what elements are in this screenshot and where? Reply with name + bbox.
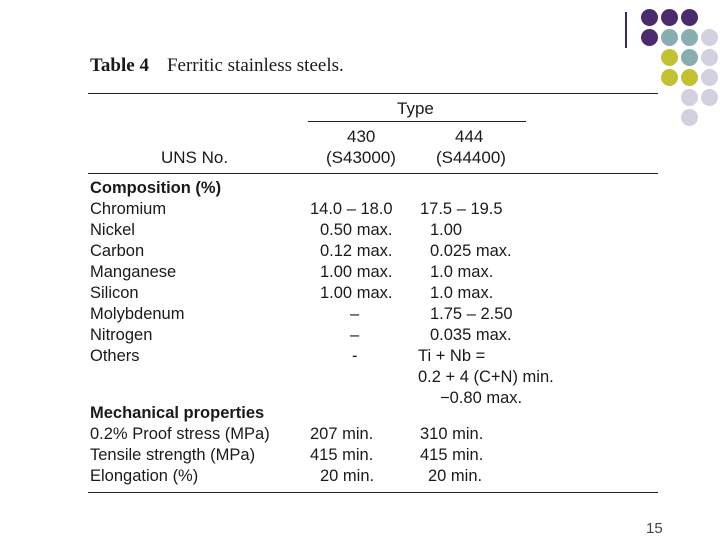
col-430-number: 430 [347,127,376,146]
cell-430: 1.00 max. [320,284,393,302]
dot [681,69,698,86]
row-label: Elongation (%) [90,467,199,485]
cell-444: 310 min. [420,425,484,443]
cell-430: 0.50 max. [320,221,393,239]
cell-444: 1.0 max. [430,263,494,281]
cell-430: 207 min. [310,425,374,443]
uns-label: UNS No. [161,148,229,167]
cell-430: 415 min. [310,446,374,464]
cell-444: 1.75 – 2.50 [430,305,513,323]
cell-430: 0.12 max. [320,242,393,260]
row-label: Others [90,347,140,365]
dot [701,29,718,46]
dot [701,49,718,66]
dot [701,89,718,106]
dot [681,9,698,26]
cell-444: 1.0 max. [430,284,494,302]
row-label: Nickel [90,221,135,239]
table-title: Ferritic stainless steels. [166,55,344,76]
top-rule [88,93,658,94]
table-bottom-rule [88,492,658,493]
page-number: 15 [646,520,663,537]
dot [641,9,658,26]
dot [661,69,678,86]
cell-430: 14.0 – 18.0 [310,200,393,218]
cell-444: Ti + Nb = [418,347,486,365]
col-444-number: 444 [455,127,484,146]
cell-430: – [350,326,360,344]
cell-430: - [352,347,358,365]
table-caption [90,55,344,77]
dot [681,49,698,66]
cell-444: 17.5 – 19.5 [420,200,503,218]
composition-section-title: Composition (%) [90,179,222,197]
cell-444: 0.035 max. [430,326,512,344]
col-444-uns: (S44400) [436,148,506,167]
row-label: Tensile strength (MPa) [90,446,256,464]
cell-444: 415 min. [420,446,484,464]
dot [681,29,698,46]
others-continuation: −0.80 max. [440,389,523,407]
cell-444: 20 min. [428,467,483,485]
cell-430: 1.00 max. [320,263,393,281]
row-label: Chromium [90,200,167,218]
type-group-header: Type [397,99,434,118]
dot [681,109,698,126]
dot [701,69,718,86]
row-label: Carbon [90,242,145,260]
col-430-uns: (S43000) [326,148,396,167]
table-number: Table 4 [90,55,149,76]
others-continuation: 0.2 + 4 (C+N) min. [418,368,554,386]
mechanical-section-title: Mechanical properties [90,404,265,422]
type-underline [308,121,526,122]
row-label: 0.2% Proof stress (MPa) [90,425,270,443]
dot [661,29,678,46]
cell-444: 0.025 max. [430,242,512,260]
divider-line [625,12,627,48]
dot [661,49,678,66]
row-label: Silicon [90,284,139,302]
dot [661,9,678,26]
row-label: Manganese [90,263,177,281]
row-label: Molybdenum [90,305,185,323]
dot [641,29,658,46]
cell-430: – [350,305,360,323]
dot [681,89,698,106]
header-bottom-rule [88,173,658,174]
row-label: Nitrogen [90,326,153,344]
cell-444: 1.00 [430,221,463,239]
cell-430: 20 min. [320,467,375,485]
